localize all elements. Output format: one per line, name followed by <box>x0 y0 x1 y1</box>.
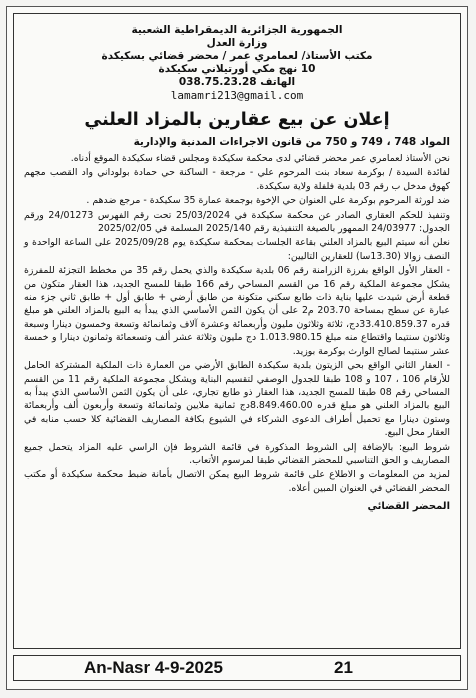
page-footer <box>13 655 461 681</box>
property-two-paragraph: - العقار الثاني الواقع بحي الزيتون بلدية سكيكدة الطابق الأرضي من العمارة ذات الملكية المشتركة الحامل للأرقام 106 ، 107 و 108 طبقا للجدول الوصفي لتقسيم البناية ويشكل مجموعة الملكية رقم 11 من القسم المساحي رقم 08 طبقا للمسح الجديد، هذا العقار ذو طابع تجاري، على أن يكون الثمن الأساسي الذي يبدأ به البيع بالمزاد العلني هو مبلغ قدره 8.849.460.00دج ثمانية ملايين وثمانمائة وتسعة وأربعون ألف وأربعمائة وستون دينارا مع تحميل أطراف الدعوى الشركاء في الشيوع بكافة المصاريف القضائية كلا حسب منابه في العقار محل البيع. <box>24 360 450 439</box>
property-one-paragraph: - العقار الأول الواقع بفرزة الزرامنة رقم 06 بلدية سكيكدة والذي يحمل رقم 35 من مخطط التجزئة للمفرزة يشكل مجموعة الملكية رقم 16 من القسم المساحي رقم 166 طبقا للمسح الجديد، هذا العقار متكون من قطعة أرض شيدت عليها بناية ذات طابع سكني متكونة من طابق أرضي + طابق أول + طابق ثاني جزء منه عبارة عن سطح بمساحة 203.70 م2 على أن يكون الثمن الأساسي الذي يبدأ به البيع بالمزاد العلني هو مبلغ قدره 33.410.859.37دج، ثلاثة وثلاثون مليون وأربعمائة وعشرة آلاف وثمانمائة وتسعة وخمسون دينارا وسبعة وثلاثون سنتيما واقتطاع منه مبلغ 1.013.980.15 دج مليون وثلاثة عشر ألف وتسعمائة وثمانون دينارا و خمسة عشر سنتيما لصالح الوارث بوكرمة بوزيد. <box>24 265 450 357</box>
announcement-frame <box>13 13 461 649</box>
defendant-paragraph: ضد لورثة المرحوم بوكرمة علي العنوان حي الإخوة بوجمعة عمارة 35 سكيكدة - مرجع ضدهم . <box>86 195 450 207</box>
newspaper-page <box>6 6 468 690</box>
announcement-title: إعلان عن بيع عقارين بالمزاد العلني <box>84 110 390 130</box>
contact-paragraph: لمزيد من المعلومات و الاطلاع على قائمة شروط البيع يمكن الاتصال بأمانة ضبط محكمة سكيكدة أو مكتب المحضر القضائي في العنوان المبين أعلاه. <box>24 469 450 494</box>
ministry-name: وزارة العدل <box>206 37 268 49</box>
office-header <box>24 24 450 102</box>
office-phone <box>24 76 450 89</box>
sale-conditions-paragraph: شروط البيع: بالإضافة إلى الشروط المذكورة في قائمة الشروط فإن الراسي عليه المزاد يتحمل جميع المصاريف و الحق التناسبي للمحضر القضائي طبقا لمرسوم الأتعاب. <box>24 441 450 466</box>
auction-date-paragraph: نعلن أنه سيتم البيع بالمزاد العلني بقاعة الجلسات بمحكمة سكيكدة يوم 2025/09/28 على الساعة الواحدة و النصف زوالا (13.30سا) للعقارين التاليين: <box>24 237 450 262</box>
judgment-paragraph: وتنفيذ للحكم العقاري الصادر عن محكمة سكيكدة في 25/03/2024 تحت رقم الفهرس 24/01273 ورقم الجدول: 24/03977 الممهور بالصيغة التنفيذية رقم 2025/140 المسلمة في 2025/02/05 <box>24 209 450 235</box>
legal-articles: المواد 748 ، 749 و 750 من قانون الاجراءات المدنية والإدارية <box>133 136 450 148</box>
bailiff-intro: نحن الأستاذ لعمامري عمر محضر قضائي لدى محكمة سكيكدة ومجلس قضاء سكيكدة الموقع أدناه. <box>70 153 450 164</box>
phone-number: 038.75.23.28 <box>178 76 257 88</box>
office-address: 10 نهج مكي أورتيلاني سكيكدة <box>158 63 316 75</box>
signature: المحضر القضائي <box>367 501 450 513</box>
newspaper-name-date: An-Nasr 4-9-2025 <box>84 658 223 677</box>
office-name: مكتب الأستاذ/ لعمامري عمر / محضر قضائي بسكيكدة <box>101 50 373 62</box>
page-number: 21 <box>334 658 353 677</box>
phone-label: الهاتف <box>260 76 296 88</box>
office-email: lamamri213@gmail.com <box>170 89 304 102</box>
plaintiff-paragraph: لفائدة السيدة / بوكرمة سعاد بنت المرحوم علي - مرجعة - الساكنة حي حمادة بولوداني واد القصب مجهم كهوق مدخل ب رقم 03 بلدية فلفلة ولاية سكيكدة. <box>24 167 450 192</box>
country-name: الجمهورية الجزائرية الديمقراطية الشعبية <box>131 24 343 36</box>
